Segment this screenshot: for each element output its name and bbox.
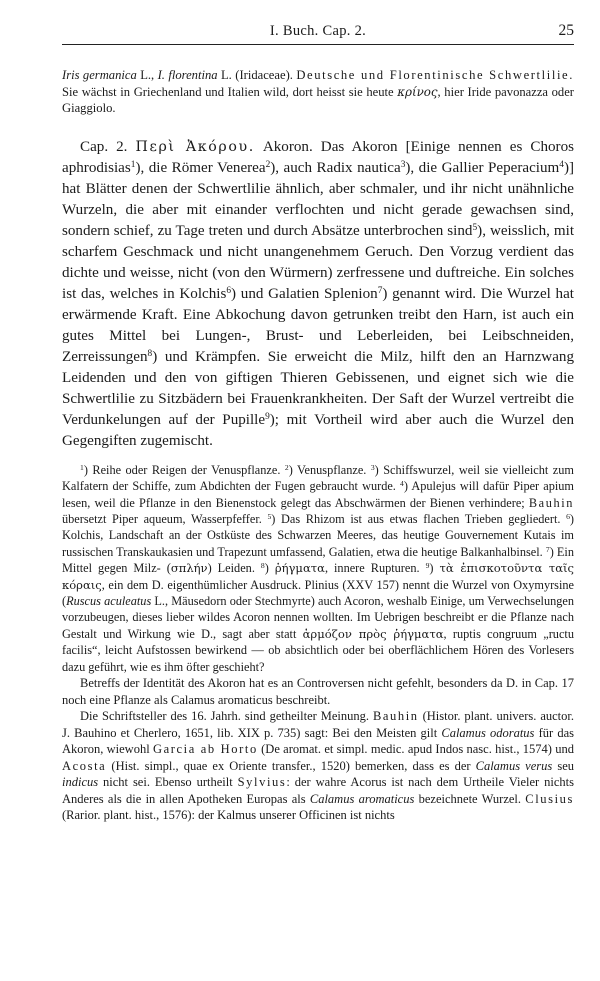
footnote-ref[interactable]: 1 (130, 159, 136, 170)
footnote-ref[interactable]: 5 (472, 222, 478, 233)
page-header (62, 22, 574, 45)
footnote-ref[interactable]: 6 (226, 285, 232, 296)
chapter-label: Cap. 2. (80, 138, 136, 155)
footnote-9: τὰ ἐπισκοτοῦντα ταῖς κόραις (62, 561, 575, 592)
footnote-ref[interactable]: 4 (559, 159, 564, 170)
footnotes: $^1$) Reihe oder Reigen der Venuspflanze. $^2$) Venuspflanze. $^3$) Schiffswurzel, weil sie vielleicht zum Kalfatern der Schiffe, zum Abdichten der Fugen gebraucht wurde. $^4$) Apulejus will dafür Piper apium lesen, weil die Pflanze in den Bienenstock gelegt das Abschwärmen der Bienen verhindere; Bauhin übersetzt Piper aqueum, Wasserpfeffer. $^5$) Das Rhizom ist aus etwas flachen Trieben gegliedert. $^6$) Kolchis, Landschaft an der Ostküste des Schwarzen Meeres, das heutige Gouvernement Kutais im russischen Transkaukasien und Trapezunt umfassend, Galatien, etwa die heutige Balkanhalbinsel. $^7$) Ein Mittel gegen Milz- (σπλήν) Leiden. $^8$) ῥήγματα, innere Rupturen. $^9$) τὰ ἐπισκοτοῦντα ταῖς κόραις, ein dem D. eigenthümlicher Ausdruck. Plinius (XXV 157) nennt die Wurzel von Oxymyrsine (Ruscus aculeatus L., Mäusedorn oder Stechmyrte) auch Acoron, weshalb Einige, um Verwechselungen vorzubeugen, dieses lieber wildes Acoron nennen wollten. Im Uebrigen beschreibt er die Pflanze nach Gestalt und Wirkung wie D., sagt aber statt ἁρμόζον πρὸς ῥήγματα, ruptis congruum „ructu facilis“, leicht Aufstossen bewirkend — ob absichtlich oder bei oberflächlichem Hören des Vorlesers dazu geführt, wie es ihm öfter geschieht? (62, 462, 575, 674)
footnote-ref[interactable]: 2 (265, 159, 271, 170)
footnote-ref[interactable]: 9 (265, 411, 270, 422)
footnote-4: Apulejus will dafür Piper apium lesen, weil die Pflanze in den Bienenstock gelegt das Abschwärmen der Bienen verhindere; (62, 479, 575, 510)
commentary-paragraph-1: Betreffs der Identität des Akoron hat es an Controversen nicht gefehlt, besonders da D. in Cap. 17 noch eine Pflanze als Calamus aromaticus beschreibt. (62, 676, 574, 707)
common-name: Deutsche und Florentinische Schwertlilie. (296, 68, 574, 82)
intro-paragraph: Iris germanica L., I. florentina L. (Iridaceae). Deutsche und Florentinische Schwertlilie. Sie wächst in Griechenland und Italien wild, dort heisst sie heute κρίνος, hier Iride pavonazza oder Giaggiolo. (62, 68, 575, 116)
page-number: 25 (558, 22, 574, 39)
footnote-2: Venuspflanze. (297, 462, 367, 477)
footnote-6: Kolchis, Landschaft an der Ostküste des Schwarzen Meeres, das heutige Gouvernement Kutais im russischen Transkaukasien und Trapezunt umfassend, Galatien, etwa die heutige Balkanhalbinsel. (62, 528, 574, 559)
footnote-ref[interactable]: 8 (147, 348, 153, 359)
species-name-2: I. florentina (157, 68, 218, 82)
book-page (62, 22, 574, 824)
footnote-3: Schiffswurzel, weil sie vielleicht zum Kalfatern der Schiffe, zum Abdichten der Fugen gebraucht wurde. (62, 462, 574, 494)
running-head: I. Buch. Cap. 2. (269, 23, 367, 39)
commentary-paragraph-2: Die Schriftsteller des 16. Jahrh. sind getheilter Meinung. Bauhin (Histor. plant. univers. auctor. J. Bauhino et Cherlero, 1651, lib. XIX p. 735) sagt: Bei den Meisten gilt Calamus odoratus für das Akoron, wiewohl Garcia ab Horto (De aromat. et simpl. medic. apud Indos nasc. hist., 1574) und Acosta (Hist. simpl., quae ex Oriente transfer., 1520) bemerken, dass es der Calamus verus seu indicus nicht sei. Ebenso urtheilt Sylvius: der wahre Acorus ist nach dem Urtheile Vieler nichts Anderes als die in allen Apotheken Europas als Calamus aromaticus bezeichnete Wurzel. Clusius (Rarior. plant. hist., 1576): der Kalmus unserer Officinen ist nichts (62, 709, 575, 823)
footnote-1: Reihe oder Reigen der Venuspflanze. (92, 462, 281, 477)
footnote-7: Ein Mittel gegen Milz- ( (62, 544, 574, 576)
footnote-8: ῥήγματα (274, 561, 325, 576)
footnote-ref[interactable]: 7 (377, 285, 383, 296)
footnote-ref[interactable]: 3 (400, 159, 406, 170)
species-name-1: Iris germanica (62, 68, 137, 82)
chapter-text: Cap. 2. Περὶ Ἀκόρου. Akoron. Das Akoron [Einige nennen es Choros aphrodisias$^1$), die Römer Venerea$^2$), auch Radix nautica$^3$), die Gallier Peperacium$^4$)] hat Blätter denen der Schwertlilie ähnlich, aber schmaler, und ihr nicht unähnliche Wurzeln, die aber mit einander verflochten und nicht gerade gewachsen sind, sondern schief, zu Tage treten und durch Absätze unterbrochen sind$^5$), weisslich, mit scharfem Geschmack und nicht unangenehmem Geruch. Den Vorzug verdient das dichte und weisse, nicht (von den Würmern) zerfressene und duftreiche. Ein solches ist das, welches in Kolchis$^6$) und Galatien Splenion$^7$) genannt wird. Die Wurzel hat erwärmende Kraft. Eine Abkochung davon getrunken treibt den Harn, ist auch ein gutes Mittel bei Lungen-, Brust- und Leberleiden, bei Leibschneiden, Zerreissungen$^8$) und Krämpfen. Sie erweicht die Milz, hilft den an Harnzwang Leidenden und den von giftigen Thieren Gebissenen, und eignet sich wie die Schwertlilie zu Sitzbädern bei Frauenkrankheiten. Der Saft der Wurzel vertreibt die Verdunkelungen auf der Pupille$^9$); mit Vortheil wird aber auch die Wurzel den Gegengiften zugemischt. (62, 138, 575, 449)
footnote-5: Das Rhizom ist aus etwas flachen Trieben gegliedert. (281, 512, 561, 526)
greek-word: κρίνος (397, 84, 438, 99)
greek-title: Περὶ Ἀκόρου. (135, 138, 255, 155)
